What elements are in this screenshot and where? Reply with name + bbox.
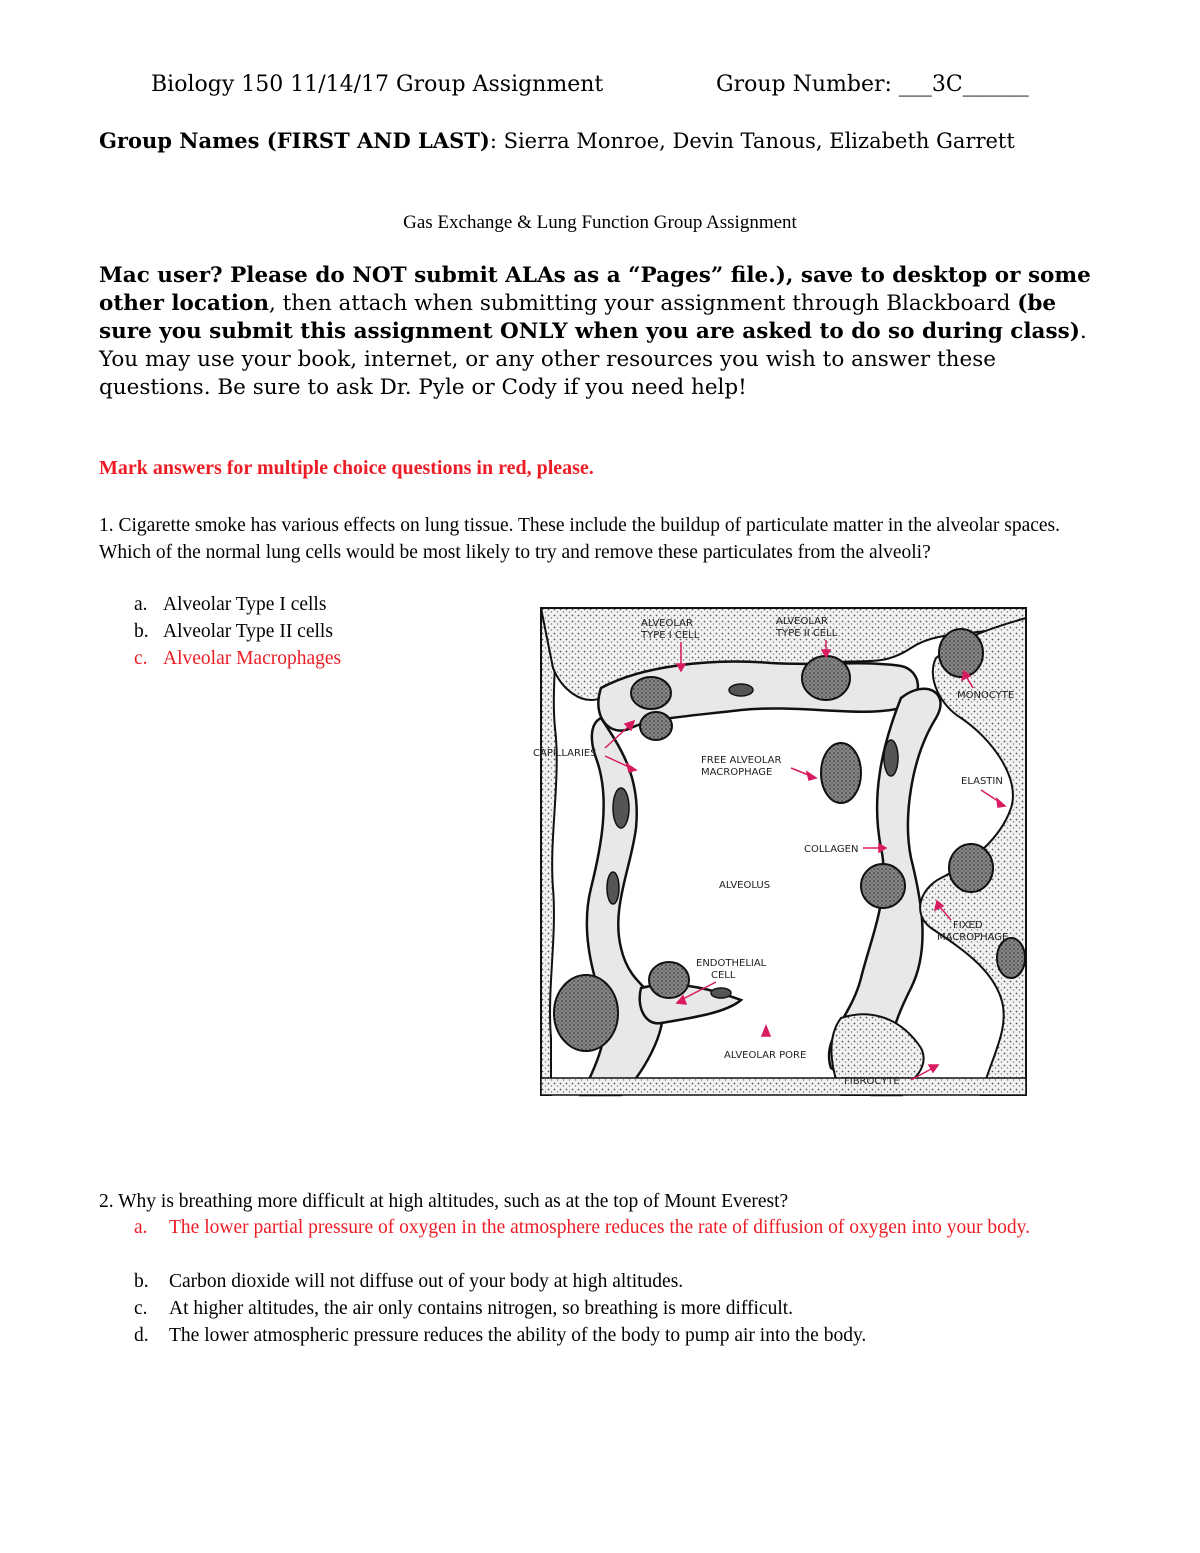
instructions-resources: . You may use your book, internet, or any other resources you wish to answer these questions. Be sure to ask Dr. Pyle or Cody if you need help! xyxy=(99,319,1087,400)
choice-text: Alveolar Macrophages xyxy=(163,648,342,669)
label-fibrocyte: FIBROCYTE xyxy=(844,1076,900,1087)
choice-letter: b. xyxy=(134,621,149,642)
header-line xyxy=(151,72,1029,97)
choice-letter: c. xyxy=(134,1298,148,1319)
choice-text: The lower partial pressure of oxygen in the atmosphere reduces the rate of diffusion of oxygen into your body. xyxy=(169,1217,1030,1238)
choice-text: The lower atmospheric pressure reduces the ability of the body to pump air into the body. xyxy=(169,1325,867,1346)
label-alveolus: ALVEOLUS xyxy=(719,880,771,891)
instructions-class: (be sure you submit this assignment ONLY when you are asked to do so during class) xyxy=(99,291,1080,344)
choice-text: Carbon dioxide will not diffuse out of your body at high altitudes. xyxy=(169,1271,684,1292)
instructions-attach: , then attach when submitting your assignment through Blackboard xyxy=(269,291,1018,316)
choice-letter: b. xyxy=(134,1271,149,1292)
label-fixed-a: FIXED xyxy=(953,920,983,931)
label-elastin: ELASTIN xyxy=(961,776,1003,787)
choice-letter: d. xyxy=(134,1325,149,1346)
label-collagen: COLLAGEN xyxy=(804,844,859,855)
group-number: Group Number: ___3C______ xyxy=(716,72,1029,97)
label-free-macrophage-b: MACROPHAGE xyxy=(701,767,773,778)
group-names xyxy=(99,127,1099,155)
instructions-mac: Mac user? Please do NOT submit ALAs as a “Pages” file.), save to desktop or some other location xyxy=(99,263,1091,316)
label-fixed-b: MACROPHAGE xyxy=(937,932,1009,943)
choice-letter: a. xyxy=(134,594,148,615)
choice-text: Alveolar Type I cells xyxy=(163,594,327,615)
header-course: Biology 150 11/14/17 Group Assignment xyxy=(151,72,604,97)
label-alveolar-pore: ALVEOLAR PORE xyxy=(724,1050,807,1061)
instructions xyxy=(99,262,1099,402)
label-endothelial-a: ENDOTHELIAL xyxy=(696,958,767,969)
choice-letter: a. xyxy=(134,1217,148,1238)
label-type1-a: ALVEOLAR xyxy=(641,618,693,629)
choice-text: Alveolar Type II cells xyxy=(163,621,333,642)
label-type2-a: ALVEOLAR xyxy=(776,616,828,627)
choice-text: At higher altitudes, the air only contains nitrogen, so breathing is more difficult. xyxy=(169,1298,794,1319)
choice-letter: c. xyxy=(134,648,148,669)
red-answer-note: Mark answers for multiple choice questions in red, please. xyxy=(99,457,594,479)
alveolus-diagram-svg xyxy=(533,608,1026,1095)
document-title: Gas Exchange & Lung Function Group Assignment xyxy=(403,212,797,233)
question-2-text: 2. Why is breathing more difficult at high altitudes, such as at the top of Mount Everest? xyxy=(99,1191,789,1212)
label-free-macrophage-a: FREE ALVEOLAR xyxy=(701,755,782,766)
label-type2-b: TYPE II CELL xyxy=(776,628,838,639)
alveolus-diagram xyxy=(533,608,1026,1095)
label-monocyte: MONOCYTE xyxy=(957,690,1015,701)
group-names-value: : Sierra Monroe, Devin Tanous, Elizabeth Garrett xyxy=(489,129,1015,153)
question-1-text: 1. Cigarette smoke has various effects on lung tissue. These include the buildup of particulate matter in the alveolar spaces. Which of the normal lung cells would be most likely to try and remove these particulates from the alveoli? xyxy=(99,515,1060,563)
label-endothelial-b: CELL xyxy=(711,970,736,981)
label-type1-b: TYPE I CELL xyxy=(641,630,700,641)
label-capillaries: CAPILLARIES xyxy=(533,748,597,759)
group-names-label: Group Names (FIRST AND LAST) xyxy=(99,128,490,153)
